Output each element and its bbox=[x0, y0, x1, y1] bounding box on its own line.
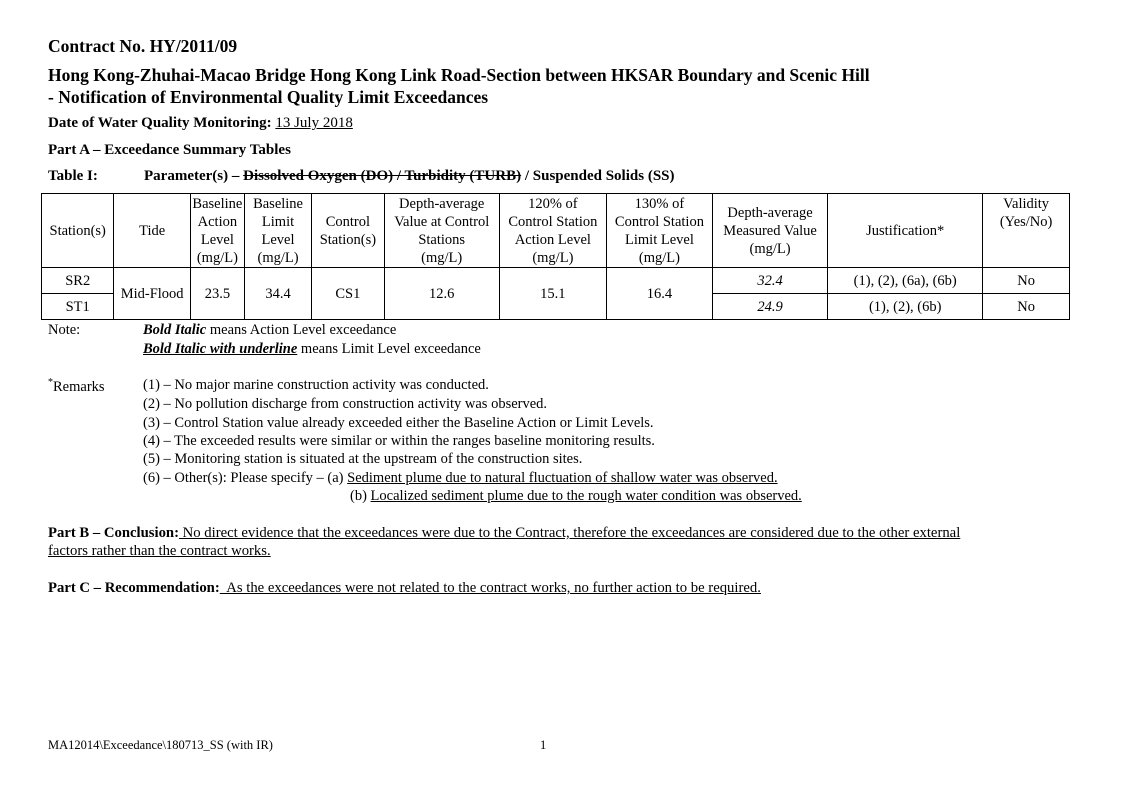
part-c-label: Part C – Recommendation: bbox=[48, 580, 220, 596]
remarks-star: * bbox=[48, 377, 53, 388]
note-text: means Limit Level exceedance bbox=[297, 341, 481, 357]
header-text: Action Level bbox=[514, 231, 591, 248]
header-text: (mg/L) bbox=[257, 249, 299, 266]
part-c-recommendation bbox=[48, 580, 761, 597]
header-text: 120% of bbox=[528, 195, 578, 212]
remark-6b-prefix: (b) bbox=[350, 488, 371, 504]
header-text: Validity bbox=[1003, 196, 1050, 212]
project-title: Hong Kong-Zhuhai-Macao Bridge Hong Kong Link Road-Section between HKSAR Boundary and Scenic Hill bbox=[48, 65, 870, 85]
header-text: (mg/L) bbox=[749, 240, 791, 257]
exceedance-table bbox=[41, 193, 1070, 320]
header-text: Baseline bbox=[253, 195, 303, 212]
notification-title: - Notification of Environmental Quality Limit Exceedances bbox=[48, 87, 489, 107]
header-text: Level bbox=[200, 231, 234, 248]
table-header-row bbox=[42, 194, 1070, 268]
parameter-line bbox=[144, 168, 675, 185]
header-text: 130% of bbox=[634, 195, 685, 212]
remark-6a: Sediment plume due to natural fluctuation of shallow water was observed. bbox=[347, 470, 778, 486]
header-text: Measured Value bbox=[723, 222, 817, 239]
remark-item: (2) – No pollution discharge from construction activity was observed. bbox=[143, 396, 548, 412]
table-label: Table I: bbox=[48, 168, 98, 184]
header-text: Limit bbox=[261, 213, 295, 230]
note-text: means Action Level exceedance bbox=[206, 322, 397, 338]
cell-control-station: CS1 bbox=[312, 268, 384, 320]
cell-station: ST1 bbox=[42, 294, 114, 320]
part-b-label: Part B – Conclusion: bbox=[48, 525, 179, 541]
header-text: Station(s) bbox=[319, 231, 377, 248]
cell-validity: No bbox=[983, 268, 1070, 294]
header-text: Control bbox=[325, 213, 371, 230]
note-emphasis: Bold Italic with underline bbox=[143, 341, 298, 357]
cell-120-percent: 15.1 bbox=[499, 268, 606, 320]
parameter-struck: Dissolved Oxygen (DO) / Turbidity (TURB) bbox=[243, 168, 522, 184]
header-justification: Justification* bbox=[828, 194, 983, 268]
part-b-text-cont: factors rather than the contract works. bbox=[48, 543, 271, 559]
remark-item: (3) – Control Station value already exceeded either the Baseline Action or Limit Levels. bbox=[143, 415, 654, 431]
header-text: Depth-average bbox=[399, 195, 485, 212]
note-line-action bbox=[143, 322, 396, 339]
cell-justification: (1), (2), (6a), (6b) bbox=[828, 268, 983, 294]
cell-baseline-action: 23.5 bbox=[190, 268, 244, 320]
header-text: Control Station bbox=[508, 213, 598, 230]
header-validity bbox=[983, 194, 1070, 268]
remark-item: (5) – Monitoring station is situated at the upstream of the construction sites. bbox=[143, 451, 583, 467]
date-label: Date of Water Quality Monitoring: bbox=[48, 115, 272, 131]
header-tide: Tide bbox=[114, 194, 190, 268]
header-120-percent bbox=[499, 194, 606, 268]
header-text: Baseline bbox=[192, 195, 243, 212]
header-baseline-action bbox=[190, 194, 244, 268]
cell-station: SR2 bbox=[42, 268, 114, 294]
note-label: Note: bbox=[48, 322, 81, 338]
remarks-label bbox=[48, 377, 105, 396]
remark-item: (1) – No major marine construction activity was conducted. bbox=[143, 377, 489, 393]
table-row bbox=[42, 268, 1070, 294]
remark-item: (4) – The exceeded results were similar or within the ranges baseline monitoring results. bbox=[143, 433, 655, 449]
header-text: (mg/L) bbox=[421, 249, 463, 266]
header-text: Limit Level bbox=[625, 231, 694, 248]
cell-justification: (1), (2), (6b) bbox=[828, 294, 983, 320]
header-text: Depth-average bbox=[727, 204, 813, 221]
parameter-suffix: / Suspended Solids (SS) bbox=[521, 168, 675, 184]
cell-baseline-limit: 34.4 bbox=[244, 268, 311, 320]
cell-130-percent: 16.4 bbox=[606, 268, 712, 320]
page-number: 1 bbox=[540, 738, 547, 752]
header-text: Control Station bbox=[614, 213, 704, 230]
cell-tide: Mid-Flood bbox=[114, 268, 190, 320]
header-text: Action bbox=[197, 213, 238, 230]
header-text: Stations bbox=[418, 231, 466, 248]
remark-item-6 bbox=[143, 470, 778, 487]
parameter-prefix: Parameter(s) – bbox=[144, 168, 244, 184]
monitoring-date bbox=[48, 115, 353, 132]
cell-validity: No bbox=[983, 294, 1070, 320]
header-text: (mg/L) bbox=[532, 249, 574, 266]
header-text: Value at Control bbox=[394, 213, 490, 230]
header-text: (mg/L) bbox=[638, 249, 680, 266]
header-text: Level bbox=[261, 231, 295, 248]
header-text: (Yes/No) bbox=[999, 214, 1053, 230]
remark-item-6b bbox=[350, 488, 802, 505]
part-b-text: No direct evidence that the exceedances were due to the Contract, therefore the exceedances are considered due to the other external bbox=[178, 525, 961, 541]
remark-6b: Localized sediment plume due to the rough water condition was observed. bbox=[370, 488, 802, 504]
remark-6-prefix: (6) – Other(s): Please specify – (a) bbox=[143, 470, 348, 486]
header-text: (mg/L) bbox=[196, 249, 238, 266]
cell-measured-value: 32.4 bbox=[712, 268, 827, 294]
part-b-conclusion bbox=[48, 525, 960, 542]
note-line-limit bbox=[143, 341, 481, 358]
part-a-heading: Part A – Exceedance Summary Tables bbox=[48, 142, 291, 158]
footer-path: MA12014\Exceedance\180713_SS (with IR) bbox=[48, 738, 273, 752]
contract-number: Contract No. HY/2011/09 bbox=[48, 36, 238, 56]
header-measured-value bbox=[712, 194, 827, 268]
cell-depth-average-control: 12.6 bbox=[384, 268, 499, 320]
header-station: Station(s) bbox=[42, 194, 114, 268]
part-c-text: As the exceedances were not related to the contract works, no further action to be required. bbox=[219, 580, 761, 596]
header-baseline-limit bbox=[244, 194, 311, 268]
note-emphasis: Bold Italic bbox=[143, 322, 207, 338]
header-control-station bbox=[312, 194, 384, 268]
header-depth-average-control bbox=[384, 194, 499, 268]
remarks-text: Remarks bbox=[53, 378, 105, 395]
header-130-percent bbox=[606, 194, 712, 268]
cell-measured-value: 24.9 bbox=[712, 294, 827, 320]
date-value: 13 July 2018 bbox=[275, 115, 353, 131]
